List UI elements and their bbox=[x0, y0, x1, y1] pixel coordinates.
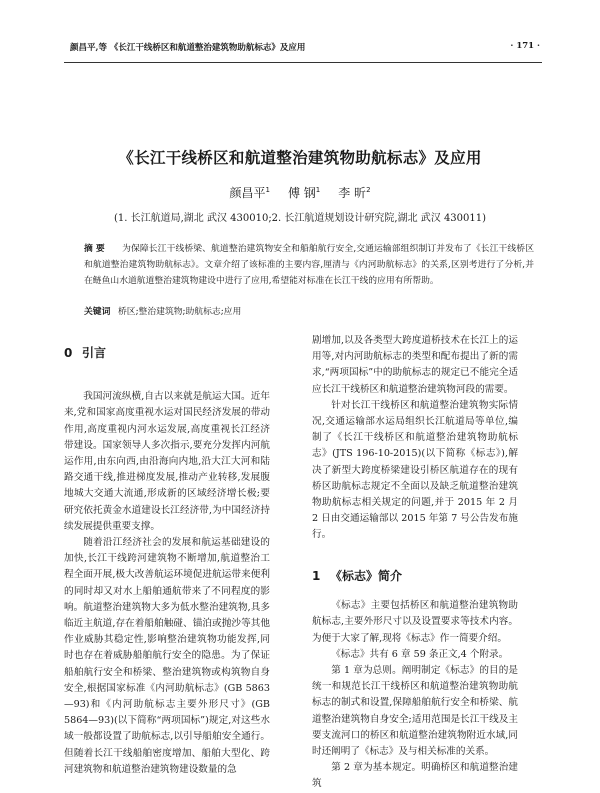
abstract-label: 摘 要 bbox=[84, 244, 105, 254]
author-affil-mark: 2 bbox=[366, 186, 371, 194]
paragraph: 《标志》主要包括桥区和航道整治建筑物助航标志,主要外形尺寸以及设置要求等技术内容。为便于大家了解,现将《标志》作一简要介绍。 bbox=[312, 600, 518, 644]
paragraph: 第 2 章为基本规定。明确桥区和航道整治建筑 bbox=[312, 762, 518, 790]
abstract bbox=[84, 241, 534, 289]
paragraph: 剧增加,以及各类型大跨度道桥技术在长江上的运用等,对内河助航标志的类型和配布提出了新的需求,“两项国标”中的助航标志的规定已不能完全适应长江干线桥区和航道整治建筑物河段的需要。 bbox=[312, 335, 518, 395]
paragraph: 《标志》共有 6 章 59 条正文,4 个附录。 bbox=[331, 648, 509, 660]
page-number: · 171 · bbox=[510, 41, 540, 51]
keywords-text: 桥区;整治建筑物;助航标志;应用 bbox=[118, 307, 242, 317]
section-title: 《标志》简介 bbox=[330, 569, 403, 583]
affiliation: (1. 长江航道局,湖北 武汉 430010;2. 长江航道规划设计研究院,湖北 武汉 430011) bbox=[113, 213, 487, 224]
author-name: 李 昕 bbox=[338, 186, 367, 200]
section-number: 0 bbox=[64, 346, 73, 360]
section-heading-intro bbox=[64, 345, 270, 361]
section-title: 引言 bbox=[82, 346, 107, 360]
author-name: 傅 钢 bbox=[287, 186, 316, 200]
paragraph: 我国河流纵横,自古以来就是航运大国。近年来,党和国家高度重视水运对国民经济发展的带动作用,高度重视内河水运发展,高度重视长江经济带建设。国家领导人多次指示,要充分发挥内河航运作用,由东向西,由沿海向内地,沿大江大河和陆路交通干线,推进梯度发展,推动产业转移,发展腹地城大交通大流通,形成新的区域经济增长极;要研究依托黄金水道建设长江经济带,为中国经济持续发展提供重要支撑。 bbox=[64, 391, 270, 532]
author-name: 颜昌平 bbox=[229, 186, 266, 200]
keywords-label: 关键词 bbox=[84, 307, 111, 317]
section-number: 1 bbox=[312, 569, 321, 583]
left-column bbox=[64, 345, 270, 778]
paper-title: 《长江干线桥区和航道整治建筑物助航标志》及应用 bbox=[118, 148, 482, 167]
header-rule bbox=[64, 62, 542, 63]
paragraph: 第 1 章为总则。阐明制定《标志》的目的是统一和规范长江干线桥区和航道整治建筑物助航标志的制式和设置,保障船舶航行安全和桥梁、航道整治建筑物自身安全;适用范围是长江干线及主要支流河口的桥区和航道整治建筑物附近水域,同时还阐明了《标志》及与相关标准的关系。 bbox=[312, 665, 518, 758]
paragraph: 随着沿江经济社会的发展和航运基础建设的加快,长江干线跨河建筑物不断增加,航道整治工程全面开展,极大改善航运环境促进航运带来便利的同时却又对水上船舶通航带来了不同程度的影响。航道整治建筑物大多为低水整治建筑物,具多临近主航道,存在着船舶触碰、锚泊或抛沙等其他作业威胁其稳定性,影响整治建筑物功能发挥,同时也存在着威胁船舶航行安全的隐患。为了保证船舶航行安全和桥梁、整治建筑物或构筑物自身安全,根据国家标准《内河助航标志》(GB 5863—93)和《内河助航标志主要外形尺寸》(GB 5864—93)(以下简称“两项国标”)规定,对这些水域一般都设置了助航标志,以引导船舶安全通行。但随着长江干线船舶密度增加、船舶大型化、跨河建筑物和航道整治建筑物建设数量的急 bbox=[64, 537, 270, 775]
running-header bbox=[70, 41, 540, 57]
author-affil-mark: 1 bbox=[315, 186, 321, 194]
right-column-bottom bbox=[312, 568, 518, 793]
author-affil-mark: 1 bbox=[265, 186, 270, 194]
section-heading-standard bbox=[312, 568, 518, 584]
paragraph: 针对长江干线桥区和航道整治建筑物实际情况,交通运输部水运局组织长江航道局等单位,编制了《长江干线桥区和航道整治建筑物助航标志》(JTS 196-10-2015)(以下简称《标志》),解决了新型大跨度桥梁建设引桥区航道存在的现有桥区助航标志规定不全面以及缺乏航道整治建筑物助航标志相关规定的问题,并于 2015 年 2 月 2 日由交通运输部以 2015 年第 7 号公告发布施行。 bbox=[312, 399, 518, 541]
running-title: 颜昌平,等 《长江干线桥区和航道整治建筑物助航标志》及应用 bbox=[70, 43, 306, 53]
author-list bbox=[60, 184, 540, 201]
keywords bbox=[84, 304, 534, 320]
abstract-text: 为保障长江干线桥梁、航道整治建筑物安全和船舶航行安全,交通运输部组织制订并发布了《长江干线桥区和航道整治建筑物助航标志》。文章介绍了该标准的主要内容,厘清与《内河助航标志》的关系,区别考进行了分析,并在鲢鱼山水道航道整治建筑物建设中进行了应用,希望能对标准在长江干线的应用有所帮助。 bbox=[84, 244, 534, 286]
right-column-top bbox=[312, 333, 518, 544]
